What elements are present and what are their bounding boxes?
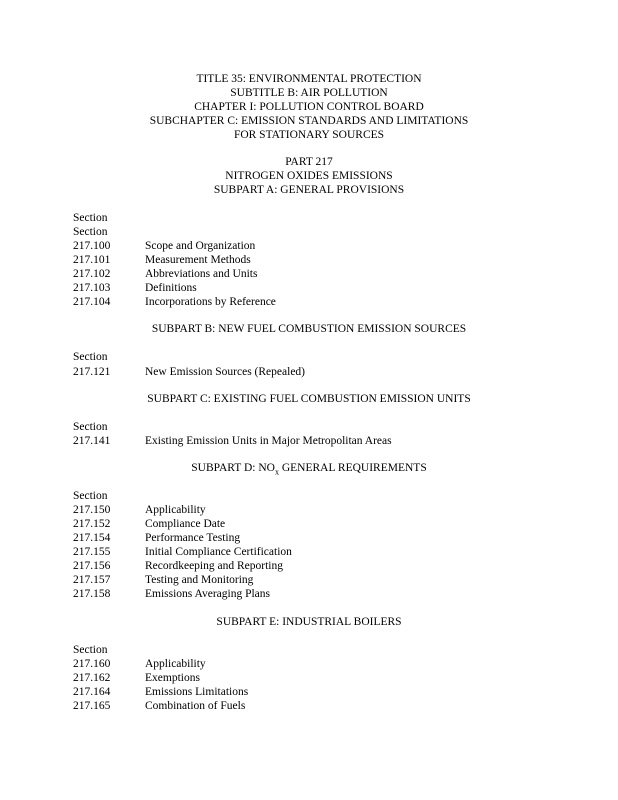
subpart-c-heading: SUBPART C: EXISTING FUEL COMBUSTION EMISSION UNITS	[147, 393, 471, 405]
subchapter-line: SUBCHAPTER C: EMISSION STANDARDS AND LIMITATIONS	[149, 115, 469, 127]
subpart-d-heading-text: SUBPART D: NO	[191, 462, 275, 474]
section-title: Applicability	[145, 658, 206, 670]
chapter-line: CHAPTER I: POLLUTION CONTROL BOARD	[194, 101, 424, 113]
subpart-e-heading: SUBPART E: INDUSTRIAL BOILERS	[216, 616, 402, 628]
section-number: 217.104	[73, 296, 111, 308]
subtitle-line: SUBTITLE B: AIR POLLUTION	[230, 87, 388, 99]
section-title: Existing Emission Units in Major Metropolitan Areas	[145, 435, 392, 447]
section-number: 217.101	[73, 254, 111, 266]
section-number: 217.150	[73, 504, 111, 516]
section-title: New Emission Sources (Repealed)	[145, 366, 306, 378]
part-number: PART 217	[285, 156, 333, 168]
section-title: Abbreviations and Units	[145, 268, 258, 280]
subpart-d-heading-rest: GENERAL REQUIREMENTS	[278, 462, 427, 474]
section-title: Definitions	[145, 282, 197, 294]
section-number: 217.158	[73, 588, 111, 600]
section-number: 217.152	[73, 518, 111, 530]
section-title: Combination of Fuels	[145, 700, 246, 712]
section-number: 217.165	[73, 700, 111, 712]
section-title: Measurement Methods	[145, 254, 251, 266]
section-title: Performance Testing	[145, 532, 241, 544]
section-title: Testing and Monitoring	[145, 574, 254, 586]
subchapter-line-2: FOR STATIONARY SOURCES	[233, 129, 385, 141]
section-number: 217.160	[73, 658, 111, 670]
section-label: Section	[73, 212, 108, 224]
part-title: NITROGEN OXIDES EMISSIONS	[225, 170, 393, 182]
section-label: Section	[73, 644, 108, 656]
section-number: 217.157	[73, 574, 111, 586]
section-label: Section	[73, 226, 108, 238]
section-number: 217.121	[73, 366, 111, 378]
section-title: Scope and Organization	[145, 240, 256, 252]
section-label: Section	[73, 351, 108, 363]
section-title: Emissions Averaging Plans	[145, 588, 271, 600]
section-number: 217.154	[73, 532, 111, 544]
section-number: 217.164	[73, 686, 111, 698]
section-number: 217.103	[73, 282, 111, 294]
section-title: Incorporations by Reference	[145, 296, 276, 308]
section-title: Emissions Limitations	[145, 686, 249, 698]
section-number: 217.102	[73, 268, 111, 280]
subpart-b-heading: SUBPART B: NEW FUEL COMBUSTION EMISSION SOURCES	[151, 323, 467, 335]
section-title: Exemptions	[145, 672, 200, 684]
subpart-a-heading: SUBPART A: GENERAL PROVISIONS	[213, 184, 405, 196]
section-label: Section	[73, 421, 108, 433]
section-number: 217.141	[73, 435, 111, 447]
section-title: Initial Compliance Certification	[145, 546, 292, 558]
subpart-d-heading-subscript: x	[274, 467, 279, 477]
section-title: Recordkeeping and Reporting	[145, 560, 283, 572]
section-number: 217.156	[73, 560, 111, 572]
section-number: 217.100	[73, 240, 111, 252]
section-number: 217.155	[73, 546, 111, 558]
section-title: Applicability	[145, 504, 206, 516]
section-number: 217.162	[73, 672, 111, 684]
section-title: Compliance Date	[145, 518, 226, 530]
section-label: Section	[73, 490, 108, 502]
subpart-d-heading	[0, 461, 618, 475]
title-line: TITLE 35: ENVIRONMENTAL PROTECTION	[196, 73, 422, 85]
